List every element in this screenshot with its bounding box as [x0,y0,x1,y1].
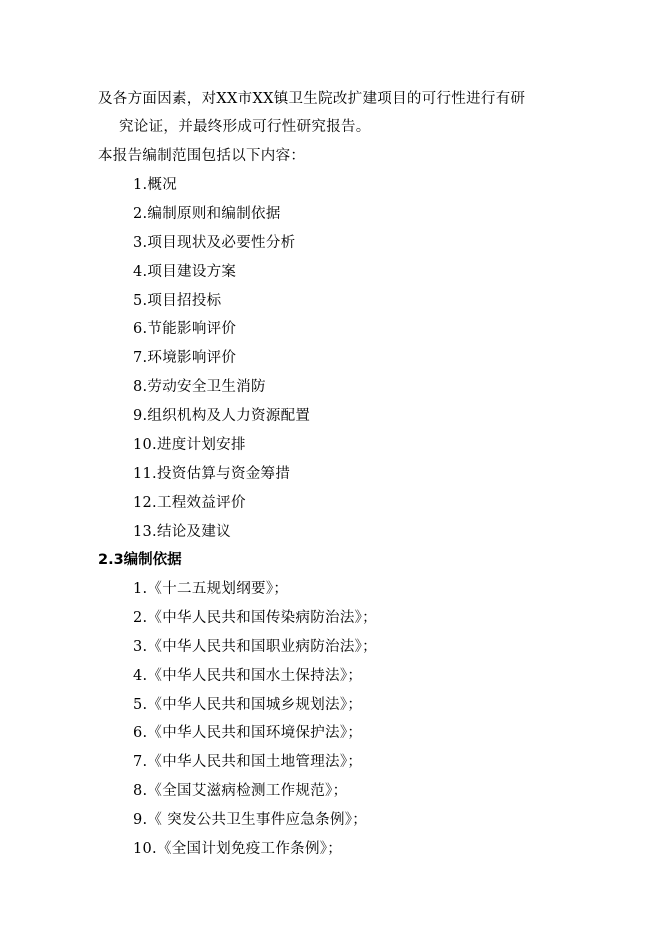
list-item: 8.劳动安全卫生消防 [133,379,266,396]
list-item: 1.《十二五规划纲要》； [133,581,289,597]
list-item: 10.进度计划安排 [133,437,246,454]
list-item: 10.《全国计划免疫工作条例》； [133,841,343,858]
list-item: 12.工程效益评价 [133,494,246,511]
scope-intro-line: 本报告编制范围包括以下内容： [98,148,306,164]
list-item: 2.编制原则和编制依据 [133,205,281,222]
list-item: 4.《中华人民共和国水土保持法》； [133,667,363,684]
list-item: 4.项目建设方案 [133,263,237,280]
compilation-basis-list [133,579,377,868]
list-item: 8.《全国艾滋病检测工作规范》； [133,783,348,800]
intro-paragraph-line-1: 及各方面因素，对XX市XX镇卫生院改扩建项目的可行性进行有研 [98,91,526,107]
list-item: 6.节能影响评价 [133,321,237,338]
list-item: 7.环境影响评价 [133,350,237,367]
list-item: 9.组织机构及人力资源配置 [133,408,311,425]
list-item: 13.结论及建议 [133,523,231,540]
list-item: 11.投资估算与资金筹措 [133,465,291,482]
list-item: 3.项目现状及必要性分析 [133,234,296,251]
list-item: 6.《中华人民共和国环境保护法》； [133,725,363,742]
report-scope-list [133,175,310,551]
list-item: 2.《中华人民共和国传染病防治法》； [133,609,377,626]
list-item: 5.《中华人民共和国城乡规划法》； [133,696,363,713]
list-item: 7.《中华人民共和国土地管理法》； [133,754,363,771]
list-item: 3.《中华人民共和国职业病防治法》； [133,638,377,655]
intro-paragraph-line-2: 究论证，并最终形成可行性研究报告。 [119,119,371,135]
list-item: 5.项目招投标 [133,292,222,309]
section-heading: 2.3编制依据 [98,552,182,568]
list-item: 1.概况 [133,177,178,193]
list-item: 9.《 突发公共卫生事件应急条例》； [133,812,368,829]
